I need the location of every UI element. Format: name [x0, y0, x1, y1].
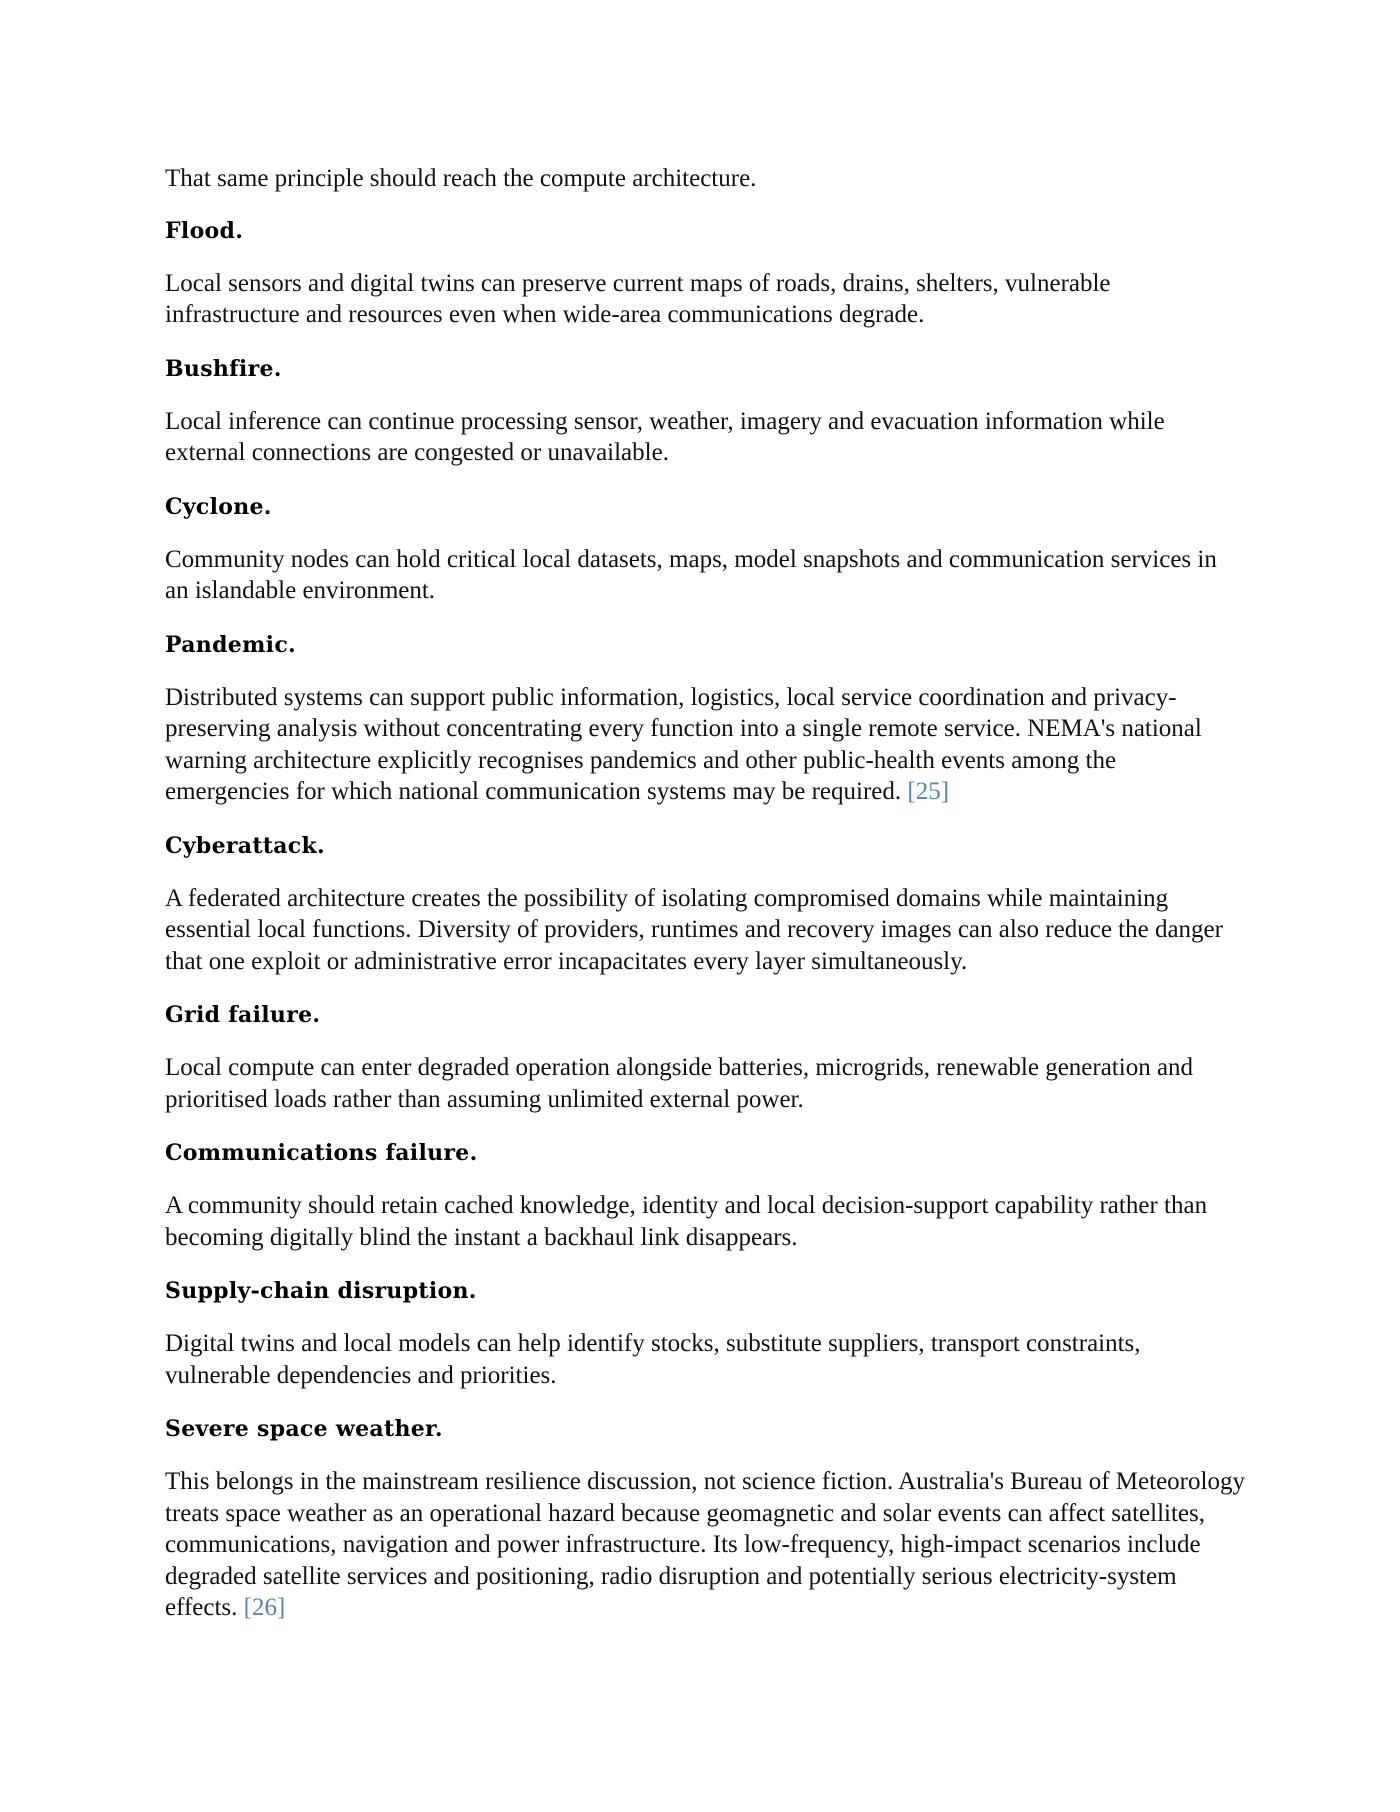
section-text: Distributed systems can support public information, logistics, local service coordination and privacy-preserving analysis without concentrating every function into a single remote service. NEMA's national warning architecture explicitly recognises pandemics and other public-health events among the emergencies for which national communication systems may be required. — [165, 683, 1202, 805]
section-text: This belongs in the mainstream resilience discussion, not science fiction. Australia's Bureau of Meteorology treats space weather as an operational hazard because geomagnetic and solar events can affect satellites, communications, navigation and power infrastructure. Its low-frequency, high-impact scenarios include degraded satellite services and positioning, radio disruption and potentially serious electricity-system effects. — [165, 1468, 1245, 1621]
section-pandemic — [165, 632, 1245, 808]
section-text: Local compute can enter degraded operation alongside batteries, microgrids, renewable generation and prioritised loads rather than assuming unlimited external power. — [165, 1054, 1194, 1113]
section-paragraph — [165, 406, 1245, 469]
section-paragraph — [165, 1190, 1245, 1253]
document-page — [165, 163, 1245, 1649]
section-heading: Severe space weather. — [165, 1416, 443, 1442]
section-heading: Bushfire. — [165, 355, 282, 382]
section-paragraph — [165, 1466, 1245, 1624]
section-paragraph — [165, 1052, 1245, 1115]
section-bushfire — [165, 356, 1245, 469]
intro-paragraph: That same principle should reach the compute architecture. — [165, 165, 757, 192]
section-heading: Cyclone. — [165, 493, 272, 520]
section-text: Digital twins and local models can help identify stocks, substitute suppliers, transport constraints, vulnerable dependencies and priorities. — [165, 1330, 1141, 1389]
section-communications-failure — [165, 1140, 1245, 1253]
section-text: Community nodes can hold critical local datasets, maps, model snapshots and communication services in an islandable environment. — [165, 545, 1217, 604]
section-text: A community should retain cached knowledge, identity and local decision-support capability rather than becoming digitally blind the instant a backhaul link disappears. — [165, 1192, 1208, 1251]
section-heading: Supply-chain disruption. — [165, 1278, 477, 1304]
section-cyclone — [165, 494, 1245, 607]
section-text: Local inference can continue processing sensor, weather, imagery and evacuation information while external connections are congested or unavailable. — [165, 407, 1165, 466]
section-paragraph — [165, 544, 1245, 607]
section-text: Local sensors and digital twins can preserve current maps of roads, drains, shelters, vulnerable infrastructure and resources even when wide-area communications degrade. — [165, 269, 1111, 328]
citation-link-25[interactable]: [25] — [907, 778, 950, 805]
section-heading: Flood. — [165, 217, 244, 244]
section-supply-chain-disruption — [165, 1278, 1245, 1391]
section-heading: Communications failure. — [165, 1140, 478, 1166]
section-paragraph — [165, 883, 1245, 978]
section-paragraph — [165, 1328, 1245, 1391]
section-cyberattack — [165, 833, 1245, 978]
section-grid-failure — [165, 1002, 1245, 1115]
section-paragraph — [165, 268, 1245, 331]
section-heading: Cyberattack. — [165, 832, 325, 859]
section-severe-space-weather — [165, 1416, 1245, 1624]
section-heading: Pandemic. — [165, 631, 296, 658]
citation-link-26[interactable]: [26] — [243, 1594, 286, 1621]
section-heading: Grid failure. — [165, 1002, 321, 1028]
section-text: A federated architecture creates the possibility of isolating compromised domains while maintaining essential local functions. Diversity of providers, runtimes and recovery images can also reduce the danger that one exploit or administrative error incapacitates every layer simultaneously. — [165, 884, 1223, 975]
section-paragraph — [165, 682, 1245, 808]
section-flood — [165, 218, 1245, 331]
